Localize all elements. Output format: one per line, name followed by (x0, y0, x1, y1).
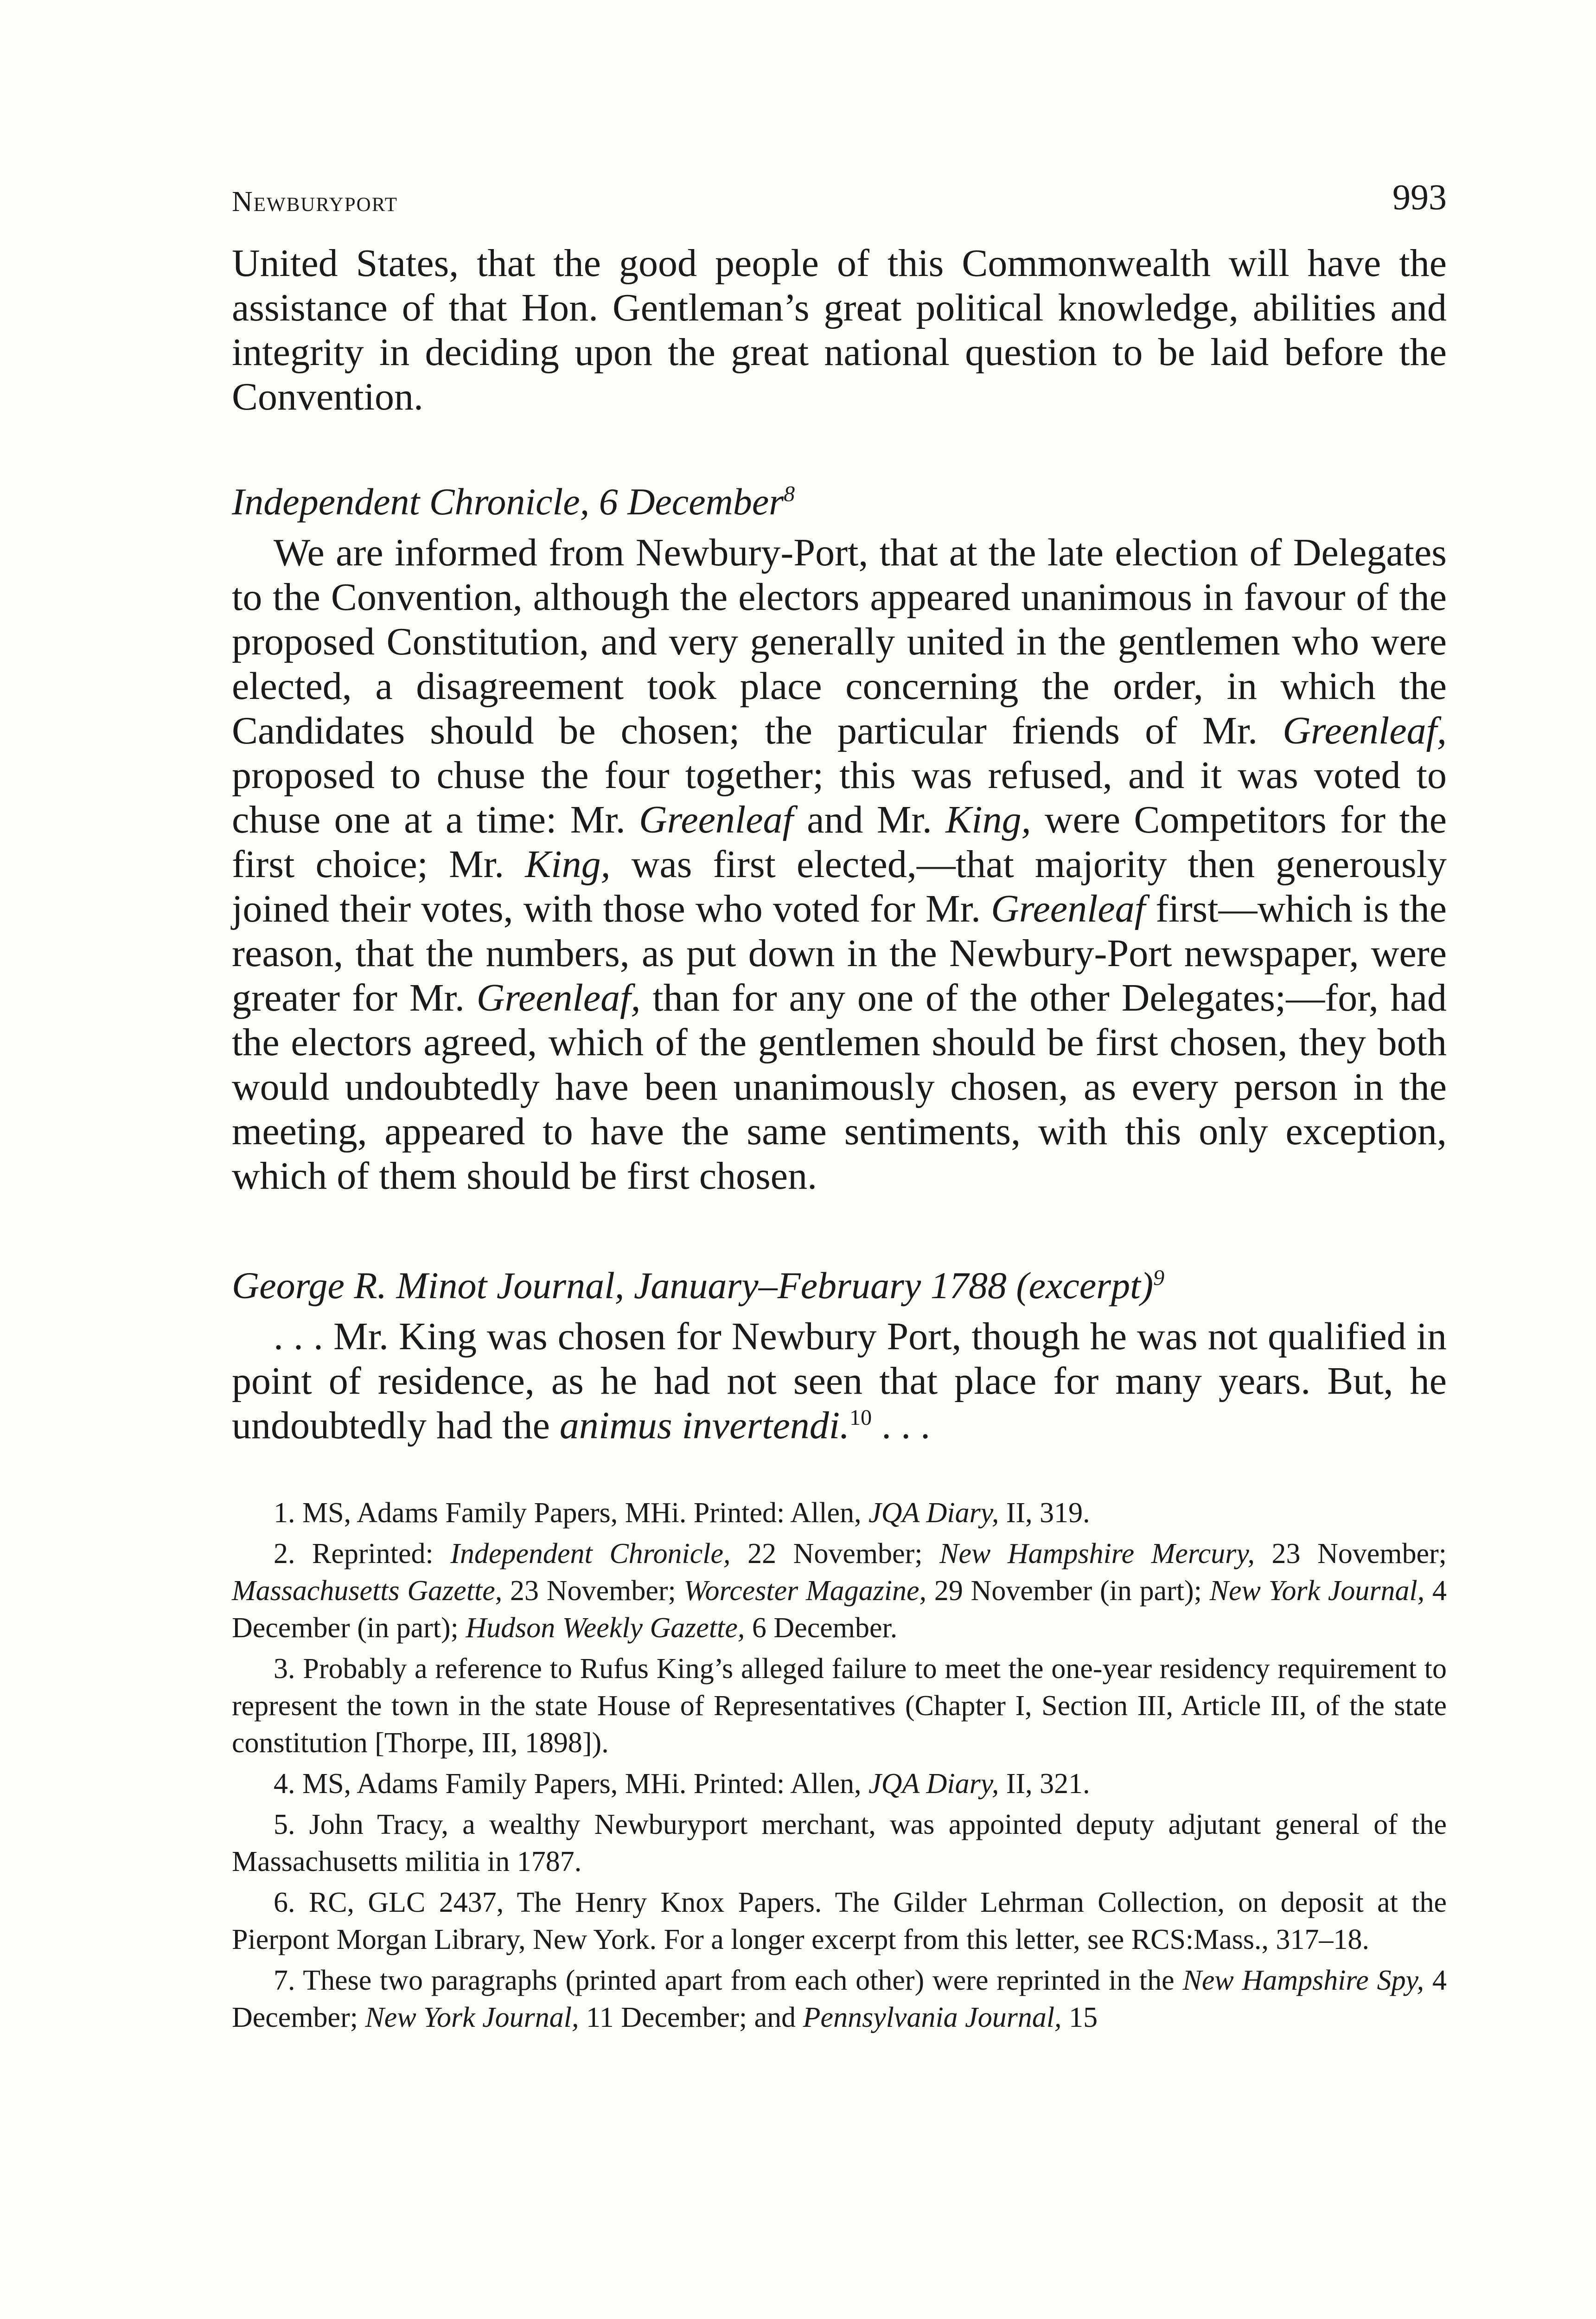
text-run: We are informed from Newbury-Port, that at the late election of Delegates to the Convention, although the electors appeared unanimous in favour of the proposed Constitution, and very generally united in the gentlemen who were elected, a disagreement took place concerning the order, in which the Candidates should be chosen; the particular friends of Mr. (232, 531, 1447, 752)
running-head (232, 176, 1447, 227)
text-run: 6 December. (745, 1612, 898, 1644)
name-italic: Greenleaf (991, 887, 1146, 930)
text-run: 15 (1061, 2002, 1098, 2033)
footnote-2 (232, 1535, 1447, 1646)
page-number: 993 (1392, 177, 1447, 217)
text-run: 23 November; (502, 1575, 684, 1607)
latin-phrase: animus invertendi. (559, 1404, 850, 1447)
title-italic: Massachusetts Gazette, (232, 1575, 503, 1607)
footnote-7 (232, 1962, 1447, 2036)
title-italic: New Hampshire Spy, (1182, 1965, 1424, 1996)
title-italic: JQA Diary, (868, 1497, 999, 1529)
section-heading-minot (232, 1263, 1447, 1308)
text-run: 11 December; and (579, 2002, 803, 2033)
text-run: first—which is the reason, that the numbers, as put down in the Newbury-Port newspaper, were greater for Mr. (232, 887, 1447, 1019)
title-italic: New York Journal, (1209, 1575, 1425, 1607)
note-ref: 8 (784, 481, 795, 506)
title-italic: New York Journal, (365, 2002, 579, 2033)
footnote-3: 3. Probably a reference to Rufus King’s alleged failure to meet the one-year residency requirement to represent the town in the state House of Representatives (Chapter I, Section III, Article III, of the state constitution [Thorpe, III, 1898]). (232, 1653, 1447, 1759)
text-run: II, 319. (999, 1497, 1090, 1529)
footnote-6: 6. RC, GLC 2437, The Henry Knox Papers. The Gilder Lehrman Collection, on deposit at the Pierpont Morgan Library, New York. For a longer excerpt from this letter, see RCS:Mass., 317–18. (232, 1887, 1447, 1955)
title-italic: JQA Diary, (868, 1768, 999, 1800)
minot-paragraph (232, 1314, 1447, 1448)
text-run: 22 November; (730, 1538, 940, 1569)
text-run: were Competitors for the first choice; Mr. (232, 798, 1447, 886)
footnote-4 (232, 1765, 1447, 1802)
text-run: and Mr. (793, 798, 946, 841)
name-italic: Greenleaf, (476, 976, 641, 1019)
section-heading-text: Independent Chronicle, 6 December (232, 480, 784, 523)
text-run: . . . Mr. King was chosen for Newbury Port, though he was not qualified in point of residence, as he had not seen that place for many years. But, he undoubtedly had the (232, 1315, 1447, 1447)
note-ref: 10 (849, 1405, 872, 1430)
text-run: 7. These two paragraphs (printed apart from each other) were reprinted in the (274, 1965, 1183, 1996)
note-ref: 9 (1153, 1265, 1165, 1290)
name-italic: Greenleaf, (1283, 709, 1447, 752)
text-run: 1. MS, Adams Family Papers, MHi. Printed: Allen, (274, 1497, 869, 1529)
running-title: Newburyport (232, 186, 398, 218)
title-italic: Pennsylvania Journal, (803, 2002, 1062, 2033)
name-italic: Greenleaf (639, 798, 793, 841)
title-italic: Independent Chronicle, (450, 1538, 731, 1569)
text-run: 29 November (in part); (926, 1575, 1210, 1607)
text-run: 4. MS, Adams Family Papers, MHi. Printed: Allen, (274, 1768, 869, 1800)
footnote-1 (232, 1494, 1447, 1531)
text-run: proposed to chuse the four together; this was refused, and it was voted to chuse one at a time: Mr. (232, 754, 1447, 841)
text-run: 4 December (in part); (232, 1575, 1447, 1644)
document-page (232, 176, 1447, 2040)
continuation-paragraph: United States, that the good people of this Commonwealth will have the assistance of that Hon. Gentleman’s great political knowledge, abilities and integrity in deciding upon the great national question to be laid before the Convention. (232, 242, 1447, 418)
text-run: II, 321. (999, 1768, 1090, 1800)
title-italic: New Hampshire Mercury, (939, 1538, 1255, 1569)
title-italic: Hudson Weekly Gazette, (466, 1612, 745, 1644)
text-run: than for any one of the other Delegates;—for, had the electors agreed, which of the gentlemen should be first chosen, they both would undoubtedly have been unanimously chosen, as every person in the meeting, appeared to have the same sentiments, with this only exception, which of them should be first chosen. (232, 976, 1447, 1198)
text-run: . . . (872, 1404, 931, 1447)
footnotes (232, 1494, 1447, 2036)
text-run: 23 November; (1254, 1538, 1447, 1569)
chronicle-paragraph (232, 531, 1447, 1198)
text-run: was first elected,—that majority then generously joined their votes, with those who voted for Mr. (232, 843, 1447, 930)
name-italic: King, (945, 798, 1031, 841)
text-run: 2. Reprinted: (274, 1538, 451, 1569)
footnote-5: 5. John Tracy, a wealthy Newburyport merchant, was appointed deputy adjutant general of the Massachusetts militia in 1787. (232, 1809, 1447, 1877)
text-run: 4 December; (232, 1965, 1447, 2033)
section-heading-chronicle (232, 480, 1447, 524)
name-italic: King, (525, 843, 611, 886)
section-heading-text: George R. Minot Journal, January–February 1788 (excerpt) (232, 1264, 1154, 1307)
title-italic: Worcester Magazine, (683, 1575, 927, 1607)
